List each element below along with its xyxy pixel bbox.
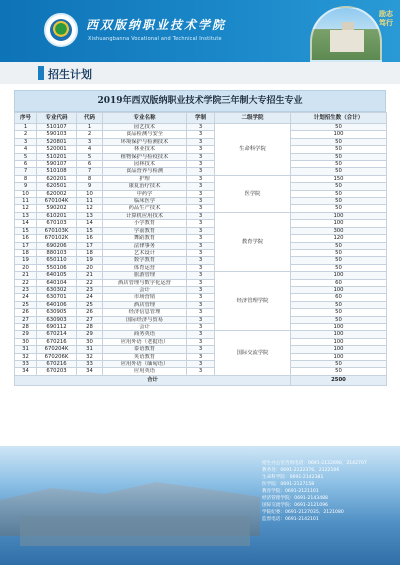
table-cell: 7 [15,168,37,175]
total-row [15,375,387,385]
table-cell: 620002 [37,190,77,197]
table-row [15,161,387,168]
table-cell: 670103K [37,227,77,234]
quota-cell: 50 [291,242,387,249]
major-name-cell: 计算机应用技术 [103,212,187,219]
contact-line: 医学院：0691-2127158 [262,482,315,487]
table-cell: 22 [15,279,37,286]
table-cell: 620201 [37,175,77,182]
major-name-cell: 艺术设计 [103,249,187,256]
table-cell: 3 [187,264,215,271]
table-cell: 520801 [37,138,77,145]
table-cell: 12 [15,205,37,212]
major-name-cell: 英语教育 [103,353,187,360]
contact-line: 监督电话：0691-2142101 [262,517,319,522]
table-cell: 2 [15,131,37,138]
major-name-cell: 植物保护与检疫技术 [103,153,187,160]
major-name-cell: 商务英语 [103,331,187,338]
major-name-cell: 食品检测与安全 [103,131,187,138]
quota-cell: 50 [291,183,387,190]
dept-cell: 国际交流学院 [215,331,291,375]
table-row [15,220,387,227]
table-cell: 26 [15,309,37,316]
table-cell: 6 [15,161,37,168]
major-name-cell: 应用外语（老挝语） [103,338,187,345]
table-cell: 31 [15,346,37,353]
table-cell: 11 [77,198,103,205]
table-cell: 630903 [37,316,77,323]
total-value: 2500 [291,375,387,385]
table-row [15,309,387,316]
table-cell: 670216 [37,338,77,345]
table-cell: 1 [77,124,103,131]
table-row [15,272,387,279]
table-cell: 670214 [37,331,77,338]
table-row [15,286,387,293]
table-cell: 3 [187,249,215,256]
table-cell: 3 [187,242,215,249]
dept-cell: 教育学院 [215,212,291,271]
table-row [15,227,387,234]
table-cell: 3 [187,175,215,182]
table-cell: 630905 [37,309,77,316]
major-name-cell: 国际经济与贸易 [103,316,187,323]
quota-cell: 50 [291,153,387,160]
table-cell: 3 [187,301,215,308]
enrollment-table-wrapper [14,90,386,386]
col-header: 二级学院 [215,113,291,124]
table-cell: 3 [187,353,215,360]
col-header: 序号 [15,113,37,124]
table-row [15,168,387,175]
table-row [15,124,387,131]
table-header-row [15,113,387,124]
table-cell: 3 [187,124,215,131]
table-cell: 27 [77,316,103,323]
header-banner [0,0,400,62]
table-cell: 610201 [37,212,77,219]
table-cell: 510201 [37,153,77,160]
quota-cell: 50 [291,257,387,264]
table-cell: 3 [187,168,215,175]
table-cell: 9 [15,183,37,190]
table-cell: 2 [77,131,103,138]
table-cell: 18 [15,249,37,256]
contact-line: 国际交流学院：0691-2121096 [262,503,328,508]
table-row [15,190,387,197]
quota-cell: 50 [291,161,387,168]
table-cell: 10 [77,190,103,197]
table-cell: 7 [77,168,103,175]
quota-cell: 150 [291,175,387,182]
contact-line: 学院纪委：0691-2127035、2121080 [262,510,344,515]
major-name-cell: 舞蹈教育 [103,235,187,242]
quota-cell: 50 [291,205,387,212]
table-cell: 23 [77,286,103,293]
quota-cell: 50 [291,249,387,256]
table-row [15,183,387,190]
contact-line: 教务处：0691-2122376、2122106 [262,468,340,473]
major-name-cell: 康复治疗技术 [103,183,187,190]
table-cell: 18 [77,249,103,256]
table-row [15,323,387,330]
total-label: 合计 [15,375,291,385]
major-name-cell: 学前教育 [103,227,187,234]
table-cell: 14 [77,220,103,227]
col-header: 专业代码 [37,113,77,124]
major-name-cell: 园艺技术 [103,124,187,131]
major-name-cell: 应用外语（缅甸语） [103,361,187,368]
quota-cell: 100 [291,286,387,293]
campus-photo [310,6,382,62]
table-cell: 670203 [37,368,77,375]
quota-cell: 100 [291,212,387,219]
dept-cell: 生命科学院 [215,124,291,176]
col-header: 学制 [187,113,215,124]
table-cell: 670104K [37,198,77,205]
major-name-cell: 经济信息管理 [103,309,187,316]
section-title-bar [0,62,400,84]
table-cell: 3 [187,205,215,212]
major-name-cell: 酒店管理 [103,301,187,308]
table-cell: 5 [77,153,103,160]
major-name-cell: 体育运营 [103,264,187,271]
table-cell: 3 [187,153,215,160]
table-cell: 880103 [37,249,77,256]
table-cell: 1 [15,124,37,131]
col-header: 计划招生数（合计） [291,113,387,124]
table-cell: 6 [77,161,103,168]
quota-cell: 100 [291,331,387,338]
quota-cell: 100 [291,353,387,360]
major-name-cell: 应用英语 [103,368,187,375]
quota-cell: 100 [291,272,387,279]
table-cell: 8 [15,175,37,182]
college-name-cn: 西双版纳职业技术学院 [86,18,227,32]
table-cell: 3 [187,257,215,264]
table-cell: 5 [15,153,37,160]
table-cell: 3 [187,286,215,293]
major-name-cell: 药品生产技术 [103,205,187,212]
table-row [15,346,387,353]
table-cell: 3 [187,316,215,323]
table-row [15,146,387,153]
col-header: 代码 [77,113,103,124]
table-row [15,294,387,301]
table-cell: 3 [187,294,215,301]
table-cell: 28 [15,323,37,330]
table-cell: 670216 [37,361,77,368]
campus-buildings-image [20,516,250,546]
table-row [15,138,387,145]
table-cell: 32 [77,353,103,360]
table-row [15,368,387,375]
table-cell: 590103 [37,131,77,138]
contact-line: 招生办公室咨询电话：0691-2122690、2142707 [262,461,367,466]
table-cell: 4 [77,146,103,153]
table-cell: 24 [77,294,103,301]
major-name-cell: 会计 [103,286,187,293]
table-cell: 3 [187,309,215,316]
table-cell: 21 [15,272,37,279]
table-cell: 24 [15,294,37,301]
section-title: 招生计划 [48,68,92,81]
table-cell: 590107 [37,161,77,168]
table-row [15,331,387,338]
contact-line: 教育学院：0691-2121101 [262,489,319,494]
major-name-cell: 市场营销 [103,294,187,301]
table-cell: 11 [15,198,37,205]
major-name-cell: 环境保护与检测技术 [103,138,187,145]
table-cell: 3 [187,227,215,234]
table-row [15,175,387,182]
table-cell: 8 [77,175,103,182]
table-row [15,257,387,264]
table-row [15,249,387,256]
major-name-cell: 护理 [103,175,187,182]
table-row [15,301,387,308]
table-cell: 640106 [37,301,77,308]
table-row [15,353,387,360]
table-cell: 15 [77,227,103,234]
quota-cell: 50 [291,264,387,271]
section-accent [38,66,44,80]
table-cell: 640105 [37,272,77,279]
table-cell: 20 [77,264,103,271]
quota-cell: 50 [291,301,387,308]
quota-cell: 60 [291,294,387,301]
table-cell: 4 [15,146,37,153]
table-cell: 20 [15,264,37,271]
table-cell: 14 [15,220,37,227]
quota-cell: 50 [291,309,387,316]
table-cell: 3 [187,198,215,205]
table-cell: 25 [77,301,103,308]
table-cell: 23 [15,286,37,293]
table-cell: 16 [77,235,103,242]
table-cell: 3 [187,279,215,286]
quota-cell: 50 [291,146,387,153]
motto-text: 励志笃行 [379,10,393,27]
quota-cell: 120 [291,235,387,242]
quota-cell: 50 [291,368,387,375]
table-cell: 670206K [37,353,77,360]
major-name-cell: 小学教育 [103,220,187,227]
table-cell: 630302 [37,286,77,293]
table-title: 2019年西双版纳职业技术学院三年制大专招生专业 [14,90,386,112]
contact-line: 生命科学院：0691-2142381 [262,475,324,480]
table-cell: 3 [187,323,215,330]
table-cell: 28 [77,323,103,330]
table-cell: 670103 [37,220,77,227]
table-row [15,153,387,160]
table-row [15,235,387,242]
table-row [15,361,387,368]
quota-cell: 50 [291,168,387,175]
major-name-cell: 旅游管理 [103,272,187,279]
table-cell: 3 [15,138,37,145]
major-name-cell: 酒店管理与数字化运营 [103,279,187,286]
quota-cell: 100 [291,338,387,345]
quota-cell: 100 [291,220,387,227]
table-cell: 3 [187,331,215,338]
table-cell: 3 [187,212,215,219]
table-cell: 26 [77,309,103,316]
table-cell: 510108 [37,168,77,175]
table-cell: 3 [187,272,215,279]
table-cell: 690206 [37,242,77,249]
table-cell: 690112 [37,323,77,330]
table-cell: 3 [187,368,215,375]
table-row [15,242,387,249]
table-cell: 3 [187,183,215,190]
quota-cell: 50 [291,190,387,197]
table-row [15,198,387,205]
quota-cell: 60 [291,279,387,286]
table-cell: 34 [77,368,103,375]
major-name-cell: 园林技术 [103,161,187,168]
table-cell: 640104 [37,279,77,286]
table-cell: 520001 [37,146,77,153]
table-cell: 17 [15,242,37,249]
table-cell: 25 [15,301,37,308]
table-cell: 3 [187,235,215,242]
table-cell: 31 [77,346,103,353]
college-name-en: Xishuangbanna Vocational and Technical Institute [88,36,222,42]
table-cell: 13 [77,212,103,219]
table-cell: 30 [15,338,37,345]
major-name-cell: 数学教育 [103,257,187,264]
quota-cell: 50 [291,316,387,323]
table-cell: 19 [77,257,103,264]
quota-cell: 50 [291,361,387,368]
table-cell: 3 [187,361,215,368]
table-cell: 3 [187,220,215,227]
table-cell: 33 [15,361,37,368]
table-cell: 15 [15,227,37,234]
table-cell: 3 [187,161,215,168]
table-cell: 12 [77,205,103,212]
table-row [15,279,387,286]
dept-cell: 经济管理学院 [215,272,291,331]
table-cell: 30 [77,338,103,345]
table-row [15,338,387,345]
table-cell: 3 [187,146,215,153]
major-name-cell: 林业技术 [103,146,187,153]
quota-cell: 100 [291,131,387,138]
table-cell: 670204K [37,346,77,353]
table-cell: 9 [77,183,103,190]
major-name-cell: 临床医学 [103,198,187,205]
table-cell: 3 [187,190,215,197]
quota-cell: 100 [291,323,387,330]
table-cell: 19 [15,257,37,264]
table-cell: 27 [15,316,37,323]
enrollment-table [14,112,387,386]
major-name-cell: 会计 [103,323,187,330]
table-cell: 670102K [37,235,77,242]
major-name-cell: 泰语教育 [103,346,187,353]
table-cell: 630701 [37,294,77,301]
table-cell: 620501 [37,183,77,190]
table-cell: 3 [187,338,215,345]
footer-banner [0,446,400,565]
table-cell: 550106 [37,264,77,271]
table-body [15,124,387,386]
table-cell: 13 [15,212,37,219]
quota-cell: 300 [291,227,387,234]
table-cell: 32 [15,353,37,360]
contact-line: 经济管理学院：0691-2143488 [262,496,328,501]
table-cell: 34 [15,368,37,375]
table-row [15,205,387,212]
table-row [15,316,387,323]
table-cell: 17 [77,242,103,249]
college-logo-icon [44,13,78,47]
table-cell: 21 [77,272,103,279]
table-cell: 510107 [37,124,77,131]
table-cell: 590202 [37,205,77,212]
quota-cell: 100 [291,346,387,353]
table-row [15,131,387,138]
table-cell: 33 [77,361,103,368]
dept-cell: 医学院 [215,175,291,212]
table-cell: 29 [77,331,103,338]
table-cell: 3 [187,346,215,353]
table-cell: 3 [187,138,215,145]
quota-cell: 50 [291,138,387,145]
table-row [15,212,387,219]
quota-cell: 50 [291,124,387,131]
major-name-cell: 中药学 [103,190,187,197]
table-cell: 22 [77,279,103,286]
table-cell: 29 [15,331,37,338]
col-header: 专业名称 [103,113,187,124]
major-name-cell: 法律事务 [103,242,187,249]
table-row [15,264,387,271]
quota-cell: 50 [291,198,387,205]
table-cell: 3 [77,138,103,145]
contact-list [262,460,398,523]
table-cell: 3 [187,131,215,138]
table-cell: 650110 [37,257,77,264]
table-cell: 16 [15,235,37,242]
table-cell: 10 [15,190,37,197]
major-name-cell: 食品营养与检测 [103,168,187,175]
